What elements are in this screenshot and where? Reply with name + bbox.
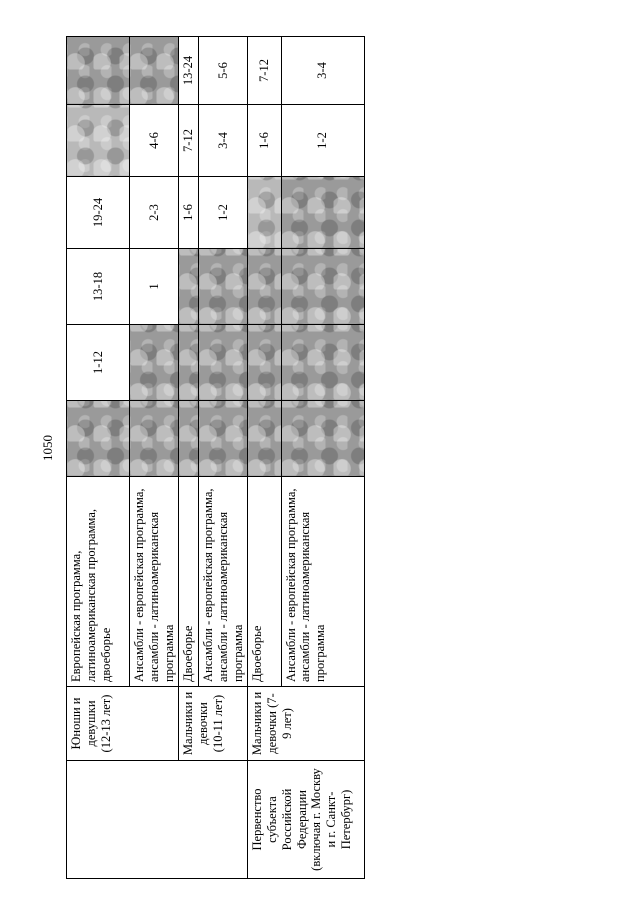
- table-row: [248, 37, 281, 879]
- shaded-cell: [130, 37, 179, 105]
- places-cell: 3-4: [199, 105, 248, 177]
- shaded-cell: [199, 401, 248, 477]
- places-cell: 1-2: [281, 105, 364, 177]
- shaded-cell: [199, 325, 248, 401]
- table-row: [67, 37, 130, 879]
- shaded-cell: [248, 325, 281, 401]
- places-cell: 4-6: [130, 105, 179, 177]
- shaded-cell: [281, 325, 364, 401]
- program-cell: Ансамбли - европейская программа, ансамбли - латиноамериканская программа: [130, 477, 179, 687]
- shaded-cell: [248, 249, 281, 325]
- shaded-cell: [248, 401, 281, 477]
- places-cell: 7-12: [248, 37, 281, 105]
- places-cell: 7-12: [179, 105, 199, 177]
- shaded-cell: [130, 325, 179, 401]
- program-cell: Ансамбли - европейская программа, ансамбли - латиноамериканская программа: [281, 477, 364, 687]
- shaded-cell: [179, 401, 199, 477]
- shaded-cell: [199, 249, 248, 325]
- places-cell: 5-6: [199, 37, 248, 105]
- age-group-children: Мальчики и девочки (7-9 лет): [248, 687, 364, 761]
- places-header: 13-18: [67, 249, 130, 325]
- age-group-juniors: Мальчики и девочки (10-11 лет): [179, 687, 248, 761]
- shaded-cell: [179, 249, 199, 325]
- organization-regional: Первенство субъекта Российской Федерации (включая г. Москву и г. Санкт-Петербург): [248, 761, 364, 879]
- shaded-cell: [248, 177, 281, 249]
- places-cell: 13-24: [179, 37, 199, 105]
- results-table: [66, 36, 365, 879]
- age-group-youth: Юноши и девушки (12-13 лет): [67, 687, 179, 761]
- table-row: [179, 37, 199, 879]
- program-cell: Европейская программа, латиноамериканская программа, двоеборье: [67, 477, 130, 687]
- organization-cell-empty: [67, 761, 248, 879]
- places-cell: 1-6: [248, 105, 281, 177]
- places-header: 1-12: [67, 325, 130, 401]
- program-cell: Двоеборье: [179, 477, 199, 687]
- shaded-cell: [281, 249, 364, 325]
- shaded-cell: [67, 37, 130, 105]
- program-cell: Двоеборье: [248, 477, 281, 687]
- shaded-cell: [67, 105, 130, 177]
- places-cell: 1-6: [179, 177, 199, 249]
- places-cell: 1: [130, 249, 179, 325]
- places-cell: 2-3: [130, 177, 179, 249]
- places-cell: 1-2: [199, 177, 248, 249]
- shaded-cell: [67, 401, 130, 477]
- shaded-cell: [281, 401, 364, 477]
- program-cell: Ансамбли - европейская программа, ансамбли - латиноамериканская программа: [199, 477, 248, 687]
- shaded-cell: [179, 325, 199, 401]
- shaded-cell: [130, 401, 179, 477]
- shaded-cell: [281, 177, 364, 249]
- places-cell: 3-4: [281, 37, 364, 105]
- places-header: 19-24: [67, 177, 130, 249]
- page-number: 1050: [40, 435, 55, 461]
